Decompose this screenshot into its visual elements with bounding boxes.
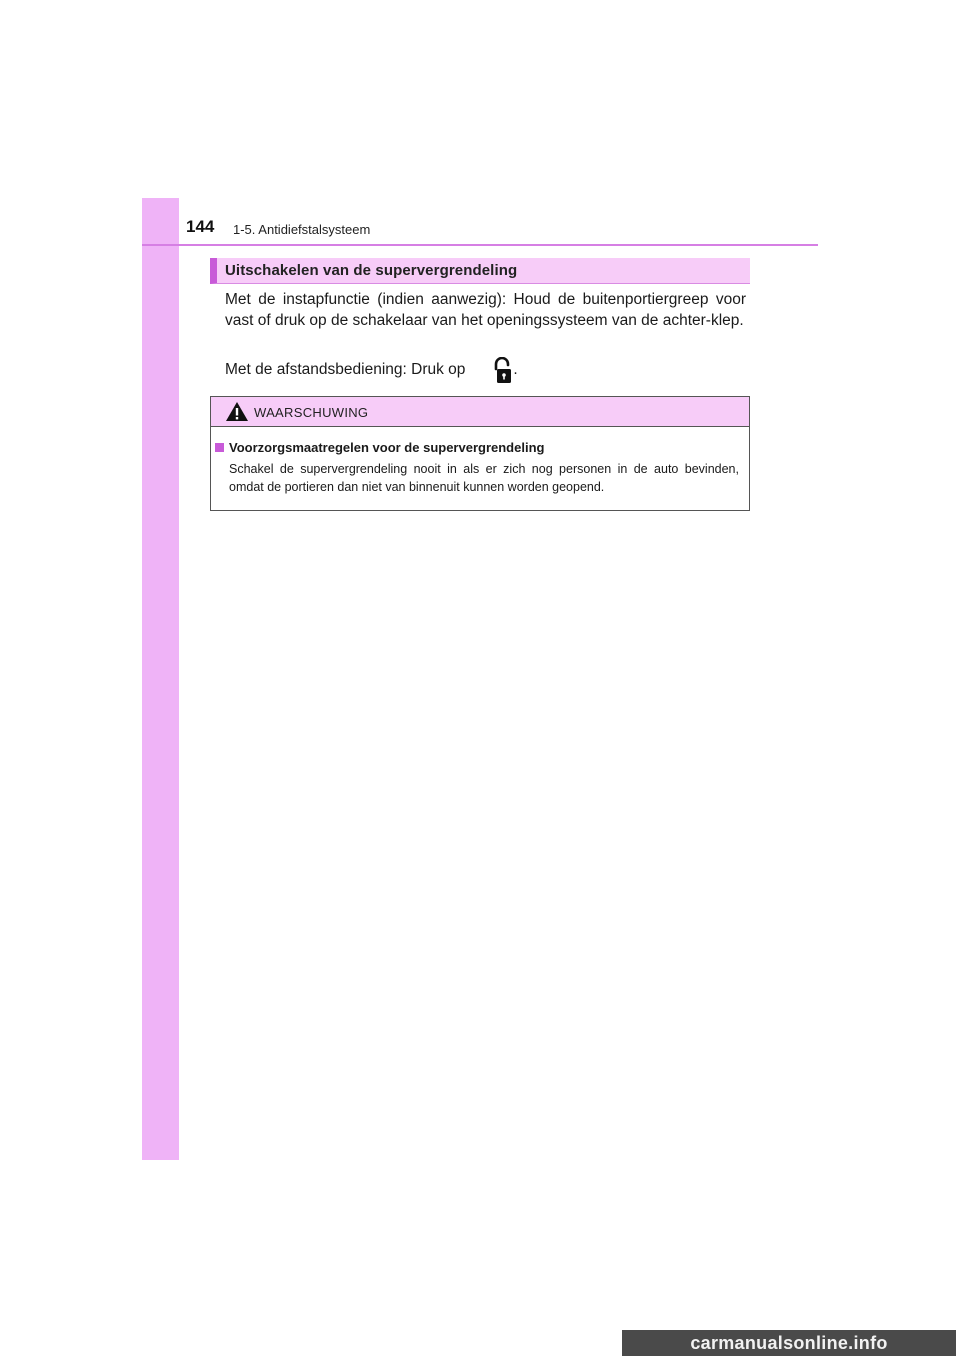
warning-text: Schakel de supervergrendeling nooit in als er zich nog personen in de auto bevinden, omdat de portieren dan niet van binnenuit kunnen worden geopend.	[229, 462, 739, 494]
warning-triangle-icon	[225, 401, 249, 422]
warning-box	[210, 396, 750, 511]
instruction-paragraph-smart-entry: Met de instapfunctie (indien aanwezig): Houd de buitenportiergreep voor vast of druk op de schakelaar van het openingssysteem van de achter-klep.	[225, 291, 746, 329]
bullet-square-icon	[215, 443, 224, 452]
section-heading-text: Uitschakelen van de supervergrendeling	[225, 262, 518, 279]
warning-title-bar	[211, 397, 749, 427]
side-tab-strip	[142, 198, 179, 1160]
header-divider	[142, 244, 818, 246]
page-number: 144	[186, 217, 215, 236]
watermark: carmanualsonline.info	[622, 1330, 956, 1356]
instruction-remote-text: Met de afstandsbediening: Druk op	[225, 361, 466, 378]
section-reference: 1-5. Antidiefstalsysteem	[233, 222, 371, 237]
instruction-remote-end: .	[513, 361, 518, 378]
section-heading	[210, 258, 750, 284]
warning-title: WAARSCHUWING	[254, 405, 369, 420]
page-header	[186, 214, 818, 244]
unlock-padlock-icon	[491, 357, 517, 385]
instruction-paragraph-remote	[225, 359, 746, 380]
warning-subheading: Voorzorgsmaatregelen voor de supervergrendeling	[229, 440, 545, 455]
